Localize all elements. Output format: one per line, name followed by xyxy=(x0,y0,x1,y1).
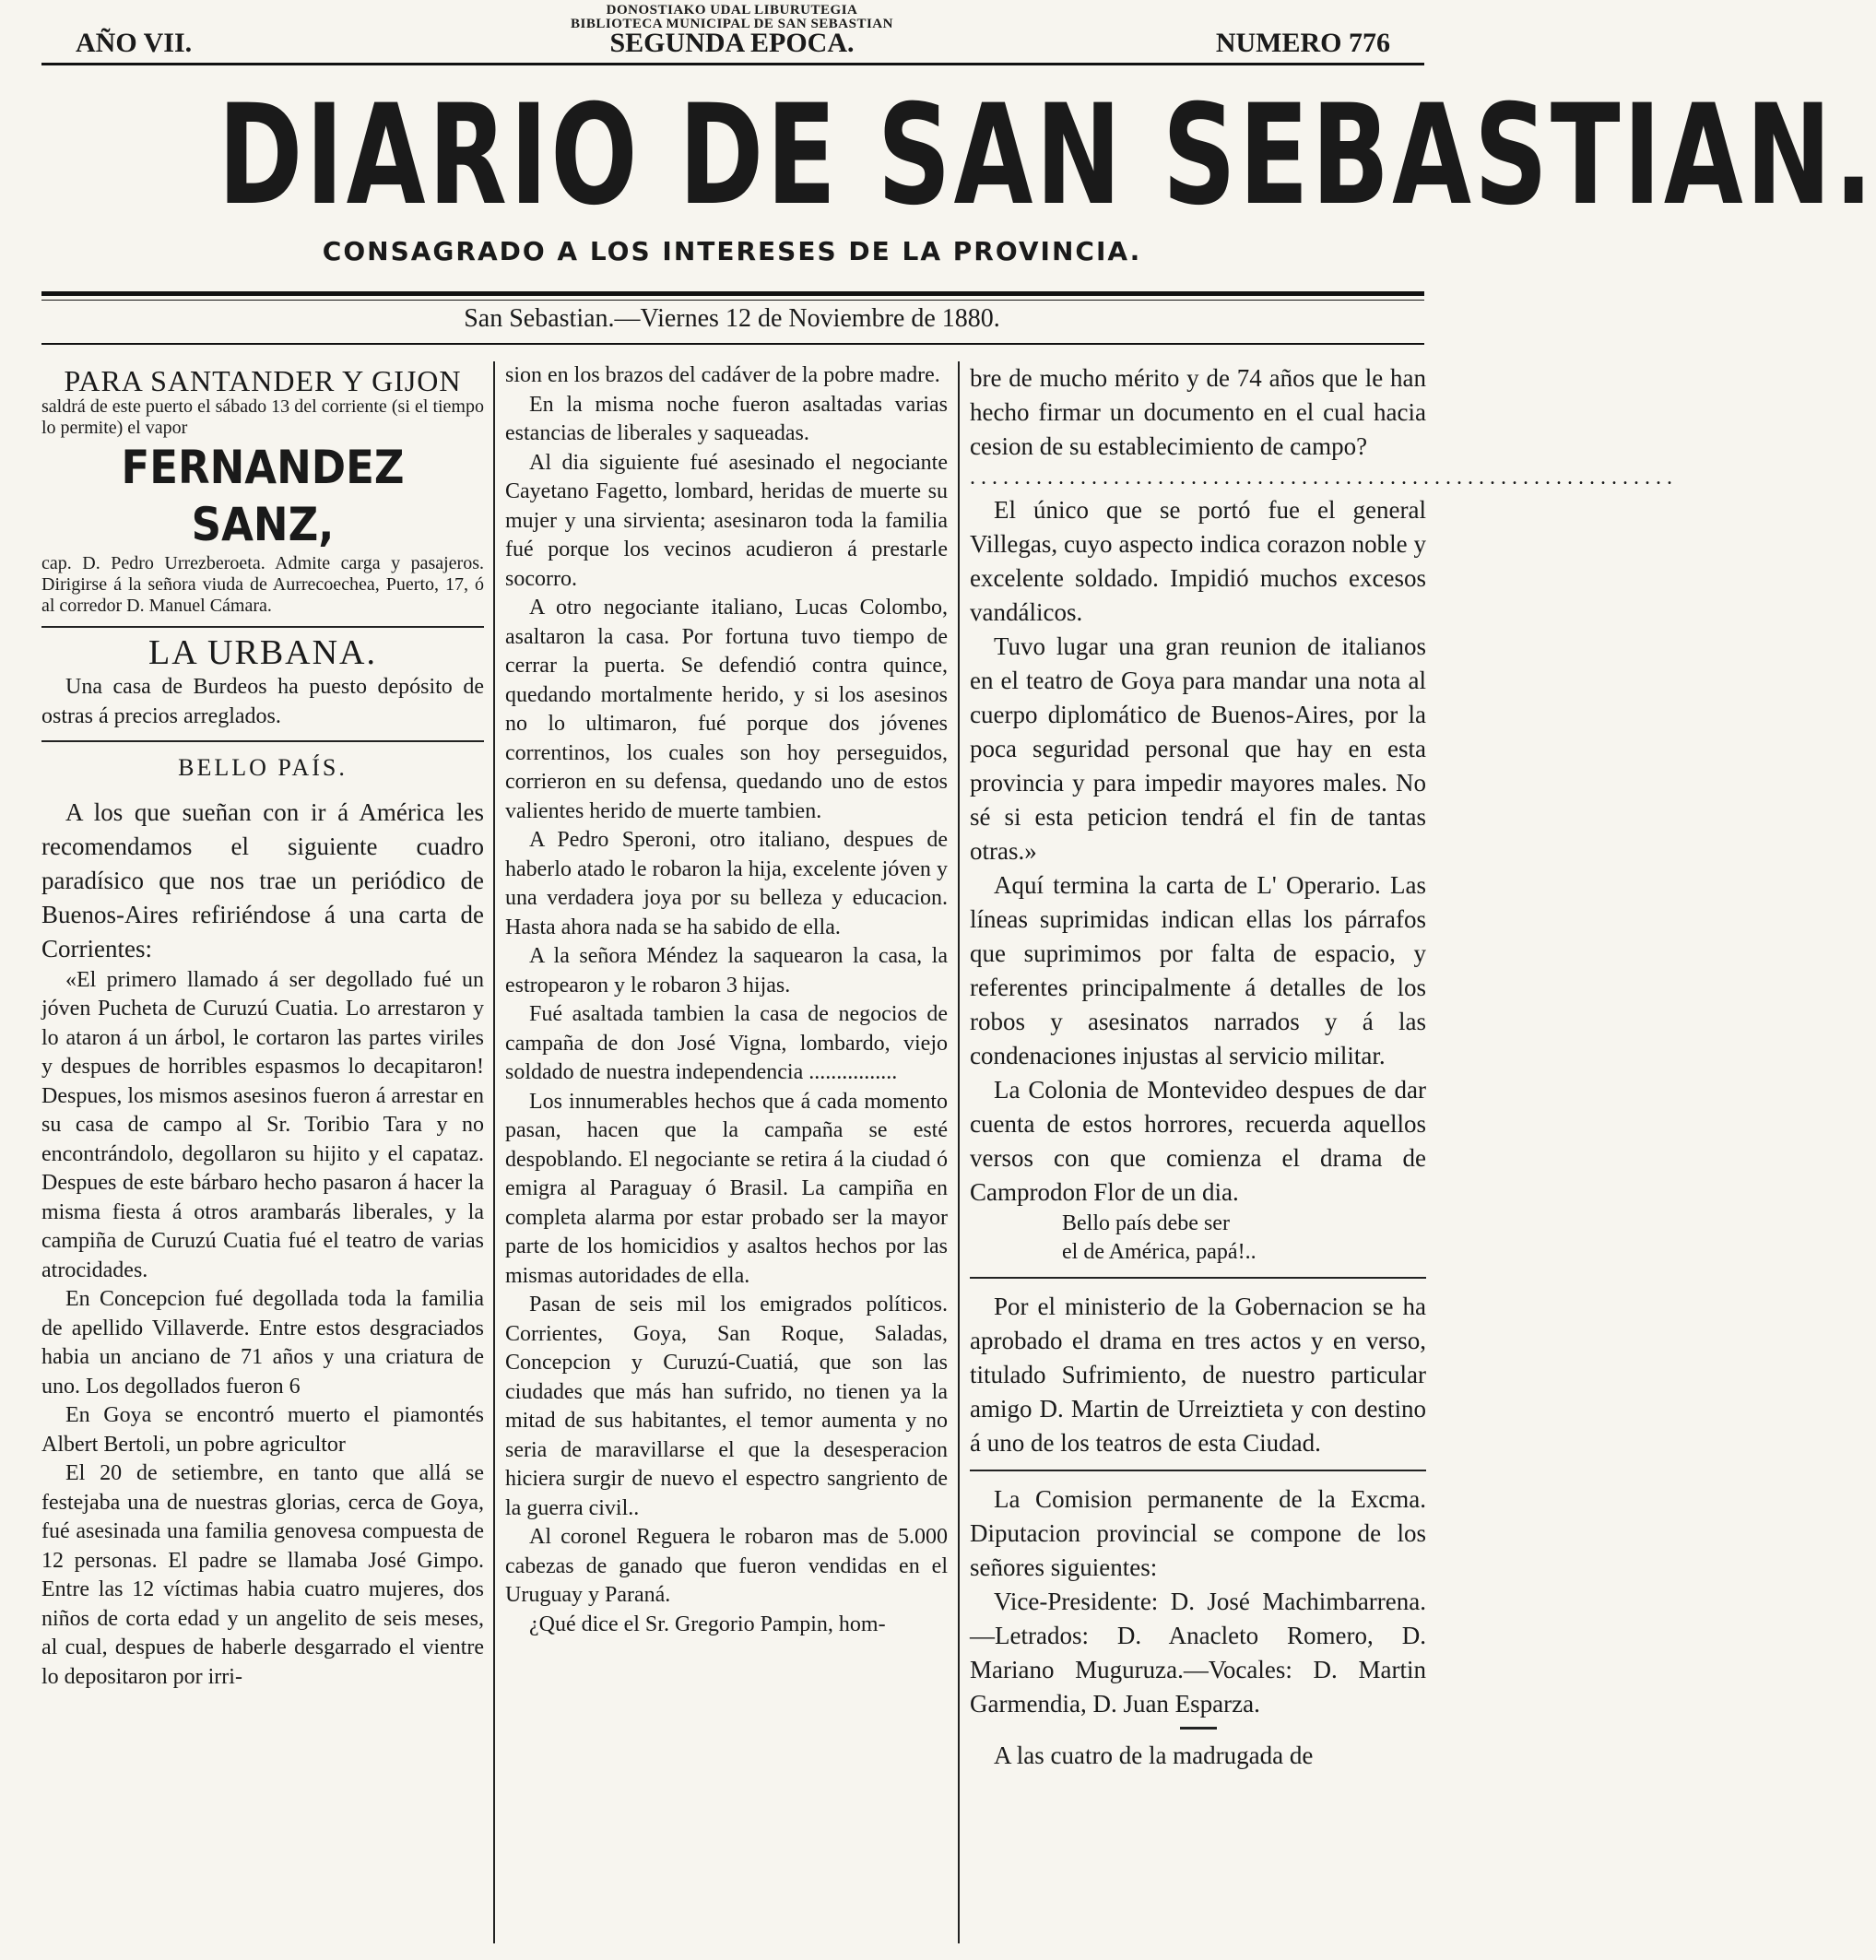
news-item: Por el ministerio de la Gobernacion se ha aprobado el drama en tres actos y en verso, titulado Sufrimiento, de nuestro particular amigo D. Martin de Urreiztieta y con destino á uno de los teatros de esta Ciudad. xyxy=(970,1292,1426,1457)
omission-dots: ................................................................ xyxy=(970,466,1678,490)
top-rule xyxy=(41,63,1424,65)
ad-details: cap. D. Pedro Urrezberoeta. Admite carga y pasajeros. Dirigirse á la señora viuda de Aurrecoechea, Puerto, 17, ó al corredor D. Manuel Cámara. xyxy=(41,552,484,616)
article-paragraph: Fué asaltada tambien la casa de negocios de campaña de don José Vigna, lombardo, viejo soldado de nuestra independencia ................ xyxy=(505,1002,948,1084)
verse-line: el de América, papá!.. xyxy=(1062,1240,1257,1264)
short-divider xyxy=(1180,1727,1217,1730)
column-2 xyxy=(505,361,948,1639)
masthead-rule-thin xyxy=(41,300,1424,301)
newspaper-tagline: CONSAGRADO A LOS INTERESES DE LA PROVINCIA. xyxy=(322,236,1142,266)
column-3 xyxy=(970,361,1678,1773)
article-paragraph: A los que sueñan con ir á América les recomendamos el siguiente cuadro paradísico que nos trae un periódico de Buenos-Aires refiriéndose á una carta de Corrientes: xyxy=(41,797,484,962)
article-paragraph: Al coronel Reguera le robaron mas de 5.000 cabezas de ganado que fueron vendidas en el Uruguay y Paraná. xyxy=(505,1525,948,1607)
issue-number: NUMERO 776 xyxy=(1215,28,1390,58)
library-line-spanish: BIBLIOTECA MUNICIPAL DE SAN SEBASTIAN xyxy=(571,17,893,31)
article-paragraph: sion en los brazos del cadáver de la pobre madre. xyxy=(505,363,940,387)
section-divider xyxy=(41,740,484,742)
bello-pais-title: BELLO PAÍS. xyxy=(178,754,348,781)
article-paragraph: En la misma noche fueron asaltadas varias estancias de liberales y saqueadas. xyxy=(505,392,948,445)
masthead-rule-thick xyxy=(41,291,1424,296)
article-paragraph: ¿Qué dice el Sr. Gregorio Pampin, hom- xyxy=(529,1612,886,1636)
dateline-rule xyxy=(41,343,1424,345)
library-line-basque: DONOSTIAKO UDAL LIBURUTEGIA xyxy=(606,3,858,18)
news-item: La Comision permanente de la Excma. Diputacion provincial se compone de los señores siguientes: xyxy=(970,1484,1426,1581)
section-divider xyxy=(970,1470,1426,1471)
issue-year: AÑO VII. xyxy=(76,28,193,58)
article-paragraph: «El primero llamado á ser degollado fué un jóven Pucheta de Curuzú Cuatia. Lo arrestaron y lo ataron á un árbol, le cortaron las partes viriles y despues de horribles espasmos lo decapitaron! Despues, los mismos asesinos fueron á arrestar en su casa de campo al Sr. Toribio Tara y no encontrándolo, degollaron su hijito y el capataz. Despues de este bárbaro hecho pasaron á hacer la misma fiesta á otros arambarás liberales, y la campiña de Curuzú Cuatia fué el teatro de varias atrocidades. xyxy=(41,967,484,1282)
news-item: A las cuatro de la madrugada de xyxy=(994,1741,1314,1769)
ad-intro: saldrá de este puerto el sábado 13 del corriente (si el tiempo lo permite) el vapor xyxy=(41,396,484,438)
column-divider-2 xyxy=(958,361,960,1943)
article-paragraph: En Goya se encontró muerto el piamontés Albert Bertoli, un pobre agricultor xyxy=(41,1403,484,1457)
article-paragraph: El 20 de setiembre, en tanto que allá se festejaba una de nuestras glorias, cerca de Goya, fué asesinada una familia genovesa compuesta de 12 personas. El padre se llamaba José Gimpo. Entre las 12 víctimas habia cuatro mujeres, dos niños de corta edad y un angelito de seis meses, al cual, despues de haberle desgarrado el vientre lo depositaron por irri- xyxy=(41,1461,484,1689)
article-paragraph: A Pedro Speroni, otro italiano, despues de haberlo atado le robaron la hija, excelente jóven y una verdadera joya por su belleza y educacion. Hasta ahora nada se ha sabido de ella. xyxy=(505,828,948,939)
ad-title: PARA SANTANDER Y GIJON xyxy=(64,364,462,397)
verse-line: Bello país debe ser xyxy=(1062,1210,1230,1235)
article-paragraph: El único que se portó fue el general Villegas, cuyo aspecto indica corazon noble y excelente soldado. Impidió muchos excesos vandálicos. xyxy=(970,495,1426,626)
article-paragraph: Aquí termina la carta de L' Operario. Las líneas suprimidas indican ellas los párrafos que suprimimos por falta de espacio, y referentes principalmente á detalles de los robos y asesinatos narrados y á las condenaciones injustas al servicio militar. xyxy=(970,870,1426,1069)
article-paragraph: A la señora Méndez la saquearon la casa, la estropearon y le robaron 3 hijas. xyxy=(505,944,948,998)
issue-epoch: SEGUNDA EPOCA. xyxy=(609,28,855,58)
article-paragraph: bre de mucho mérito y de 74 años que le han hecho firmar un documento en el cual hacia cesion de su establecimiento de campo? xyxy=(970,364,1426,460)
section-divider xyxy=(41,626,484,628)
ad-ship-name: FERNANDEZ SANZ, xyxy=(121,440,405,551)
article-paragraph: Tuvo lugar una gran reunion de italianos en el teatro de Goya para mandar una nota al cuerpo diplomático de Buenos-Aires, por la poca seguridad personal que hay en esta provincia y para impedir mayores males. No sé si esta peticion tendrá el fin de tantas otras.» xyxy=(970,632,1426,865)
article-paragraph: La Colonia de Montevideo despues de dar cuenta de estos horrores, recuerda aquellos versos con que comienza el drama de Camprodon Flor de un dia. xyxy=(970,1075,1426,1206)
newspaper-title: DIARIO DE SAN SEBASTIAN. xyxy=(218,76,1876,236)
section-divider xyxy=(970,1277,1426,1279)
article-paragraph: A otro negociante italiano, Lucas Colombo, asaltaron la casa. Por fortuna tuvo tiempo de cerrar la puerta. Se defendió contra quince, quedando mortalmente herido, y si los asesinos no lo ultimaron, fué porque dos jóvenes correntinos, los cuales son hoy perseguidos, corrieron en su defensa, quedando uno de estos valientes herido de muerte tambien. xyxy=(505,596,948,823)
issue-info-bar xyxy=(0,28,1464,65)
dateline: San Sebastian.—Viernes 12 de Noviembre de 1880. xyxy=(464,304,1000,333)
article-paragraph: Los innumerables hechos que á cada momento pasan, hacen que la campaña se esté despoblando. El negociante se retira á la ciudad ó emigra al Paraguay ó Brasil. La campiña en completa alarma por estar probado ser la mayor parte de los homicidios y asaltos hechos por las mismas autoridades de ella. xyxy=(505,1089,948,1288)
column-1 xyxy=(41,361,484,1692)
article-paragraph: En Concepcion fué degollada toda la familia de apellido Villaverde. Entre estos desgraciados habia un anciano de 71 años y una criatura de uno. Los degollados fueron 6 xyxy=(41,1287,484,1399)
article-paragraph: Al dia siguiente fué asesinado el negociante Cayetano Fagetto, lombard, heridas de muerte su mujer y una sirvienta; asesinaron toda la familia fué porque los vecinos acudieron á prestarle socorro. xyxy=(505,450,948,591)
column-divider-1 xyxy=(493,361,495,1943)
urbana-title: LA URBANA. xyxy=(147,632,378,672)
article-paragraph: Pasan de seis mil los emigrados políticos. Corrientes, Goya, San Roque, Saladas, Concepcion y Curuzú-Cuatiá, que son las ciudades que más han sufrido, no tienen ya la mitad de sus habitantes, el temor aumenta y no seria de maravillarse el que la desesperacion hiciera surgir de nuevo el espectro sangriento de la guerra civil.. xyxy=(505,1293,948,1520)
news-item: Vice-Presidente: D. José Machimbarrena.—Letrados: D. Anacleto Romero, D. Mariano Muguruza.—Vocales: D. Martin Garmendia, D. Juan Esparza. xyxy=(970,1587,1426,1718)
urbana-text: Una casa de Burdeos ha puesto depósito de ostras á precios arreglados. xyxy=(41,675,484,728)
